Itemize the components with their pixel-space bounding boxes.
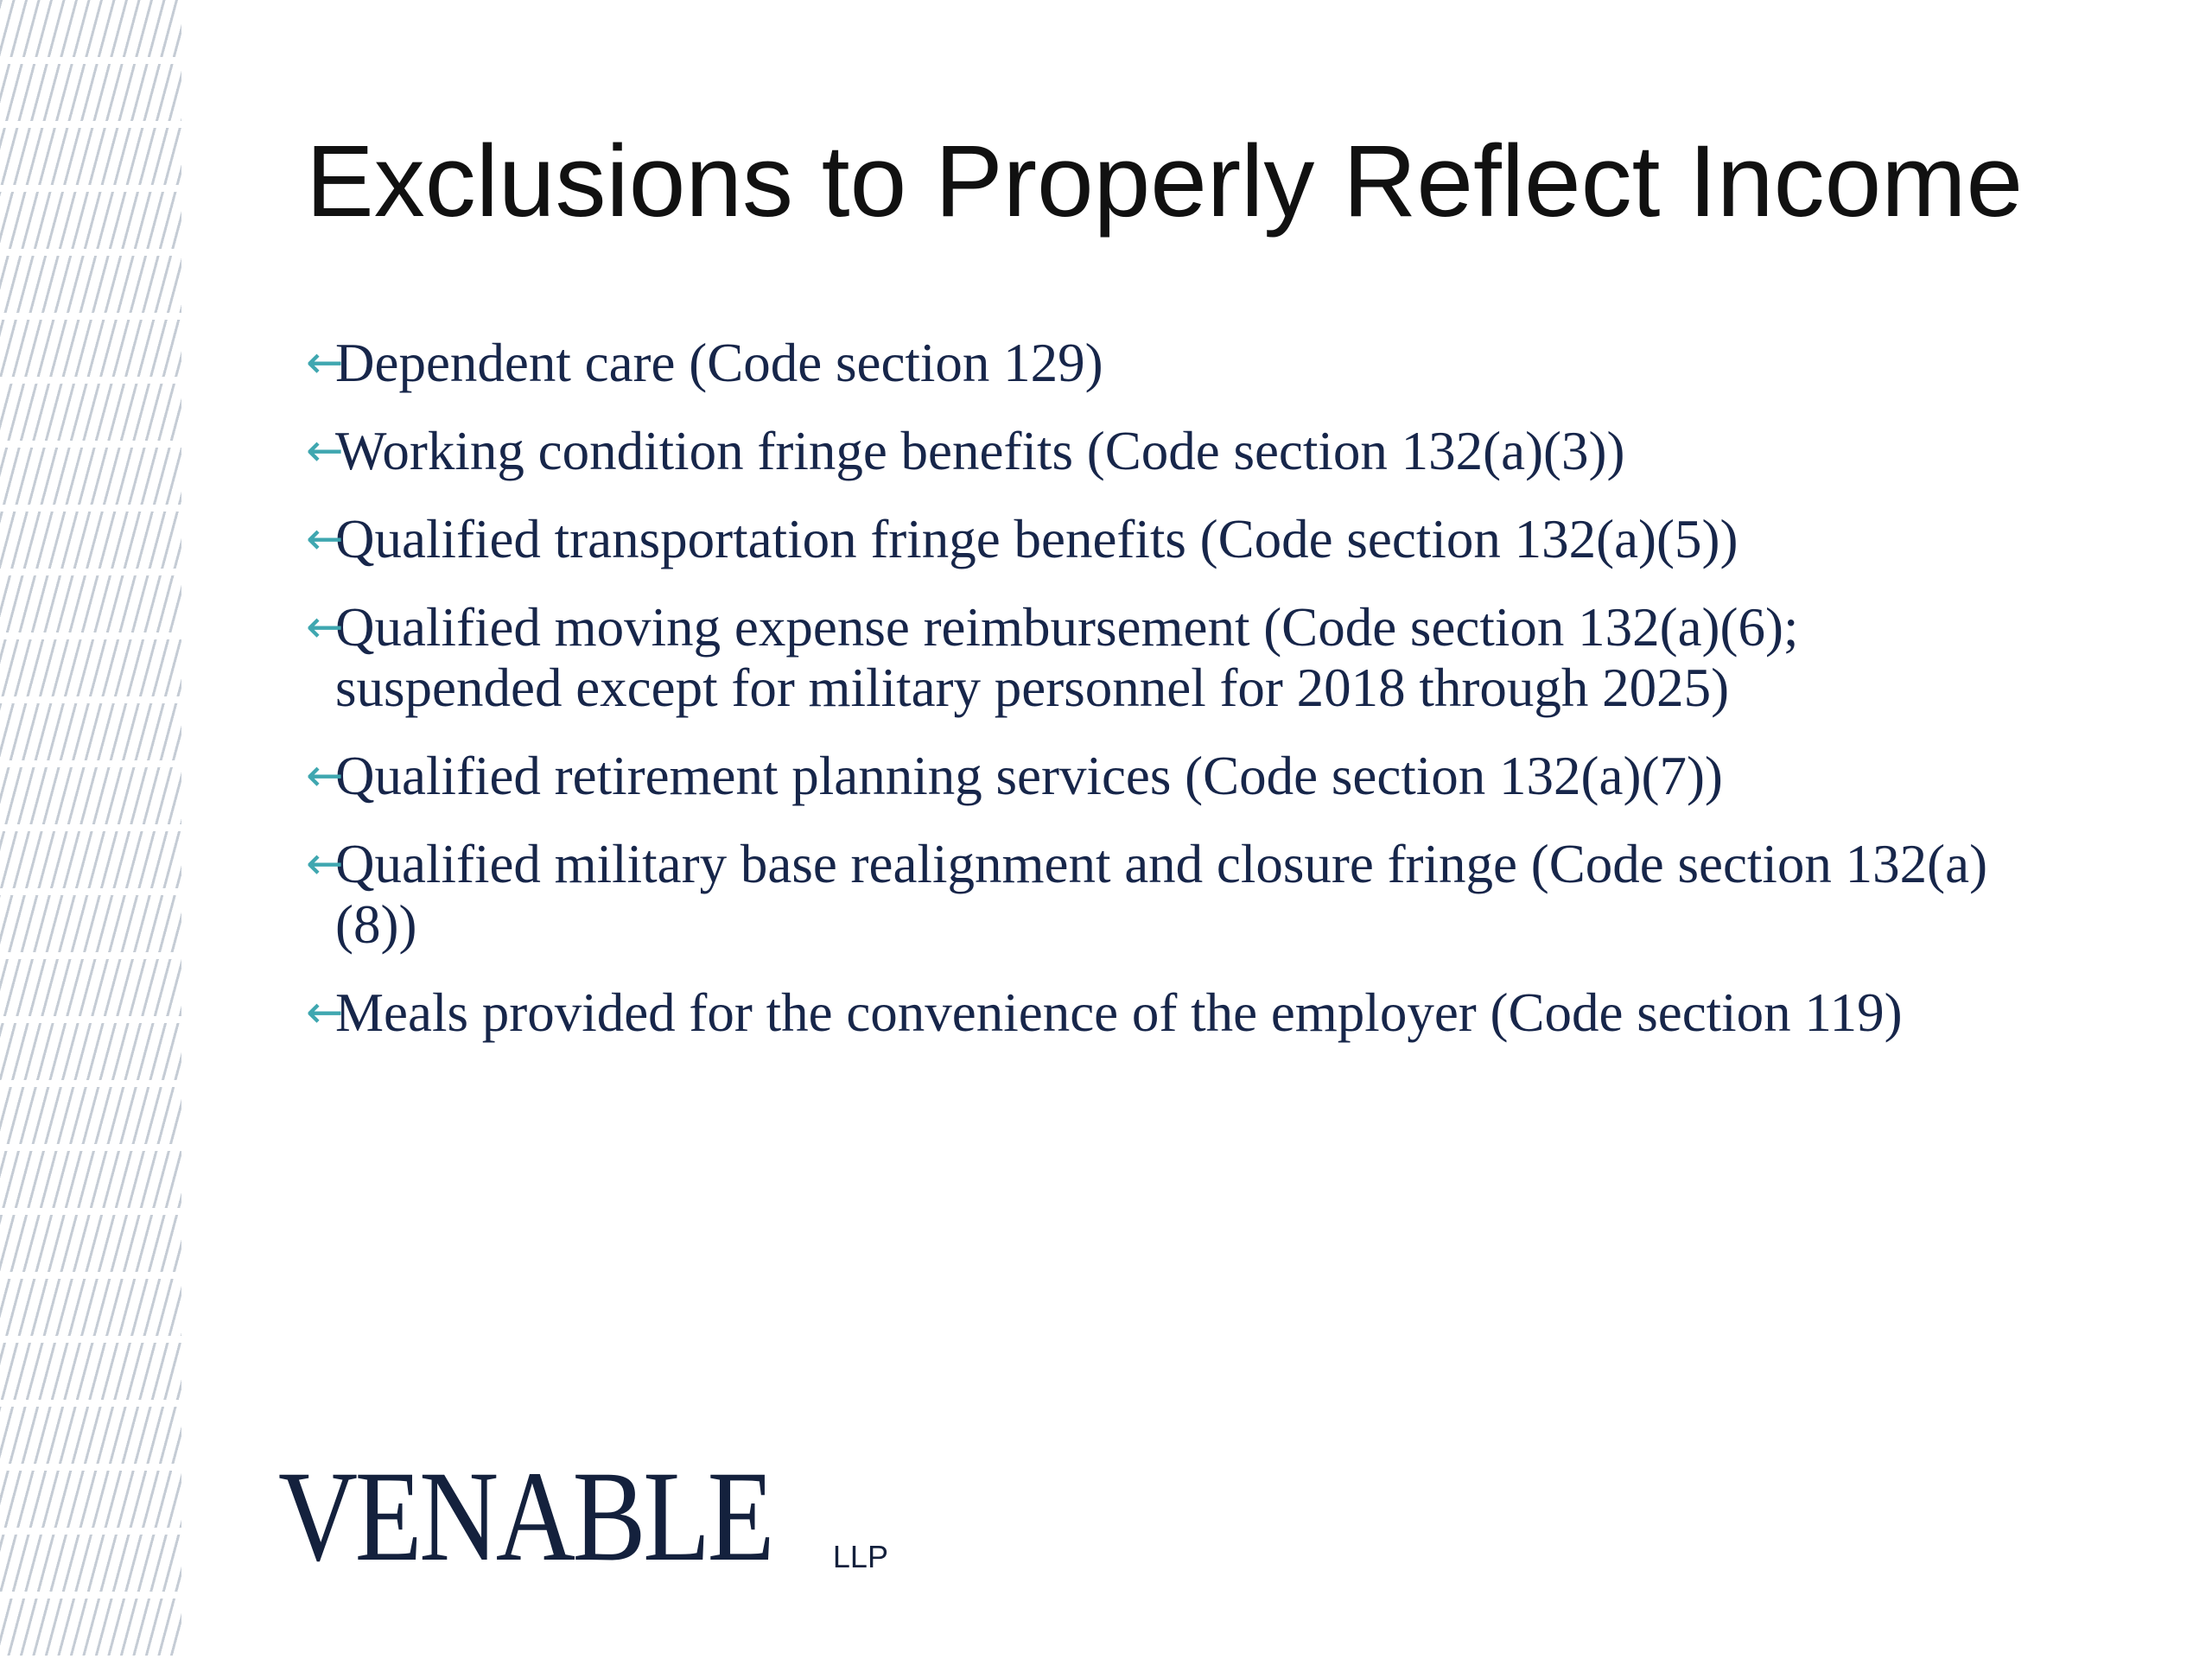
bullet-text: Dependent care (Code section 129) [335, 333, 1103, 393]
bullet-item [306, 834, 2034, 955]
arrow-left-icon: ← [306, 425, 344, 477]
venable-logo [278, 1445, 888, 1588]
arrow-left-icon: ← [306, 838, 344, 890]
bullet-text: Qualified retirement planning services (Code section 132(a)(7)) [335, 746, 1723, 806]
logo-suffix: LLP [832, 1539, 888, 1574]
arrow-left-icon: ← [306, 750, 344, 802]
bullet-item [306, 746, 2034, 806]
arrow-left-icon: ← [306, 601, 344, 653]
arrow-left-icon: ← [306, 513, 344, 565]
bullet-text: Meals provided for the convenience of the employer (Code section 119) [335, 982, 1903, 1043]
bullet-item [306, 982, 2034, 1043]
arrow-left-icon: ← [306, 987, 344, 1039]
logo-wordmark: VENABLE [278, 1445, 772, 1588]
bullet-text: Qualified military base realignment and closure fringe (Code section 132(a)(8)) [335, 834, 1988, 955]
bullet-text: Qualified transportation fringe benefits (Code section 132(a)(5)) [335, 509, 1738, 569]
decorative-stripe-band [0, 0, 181, 1659]
bullet-item [306, 509, 2034, 569]
bullet-text: Working condition fringe benefits (Code section 132(a)(3)) [335, 421, 1625, 481]
bullet-list [306, 333, 2034, 1071]
bullet-item [306, 333, 2034, 393]
bullet-item [306, 597, 2034, 718]
bullet-item [306, 421, 2034, 481]
slide-title: Exclusions to Properly Reflect Income [306, 124, 2024, 238]
bullet-text: Qualified moving expense reimbursement (Code section 132(a)(6); suspended except for military personnel for 2018 through 2025) [335, 597, 1799, 718]
arrow-left-icon: ← [306, 337, 344, 389]
